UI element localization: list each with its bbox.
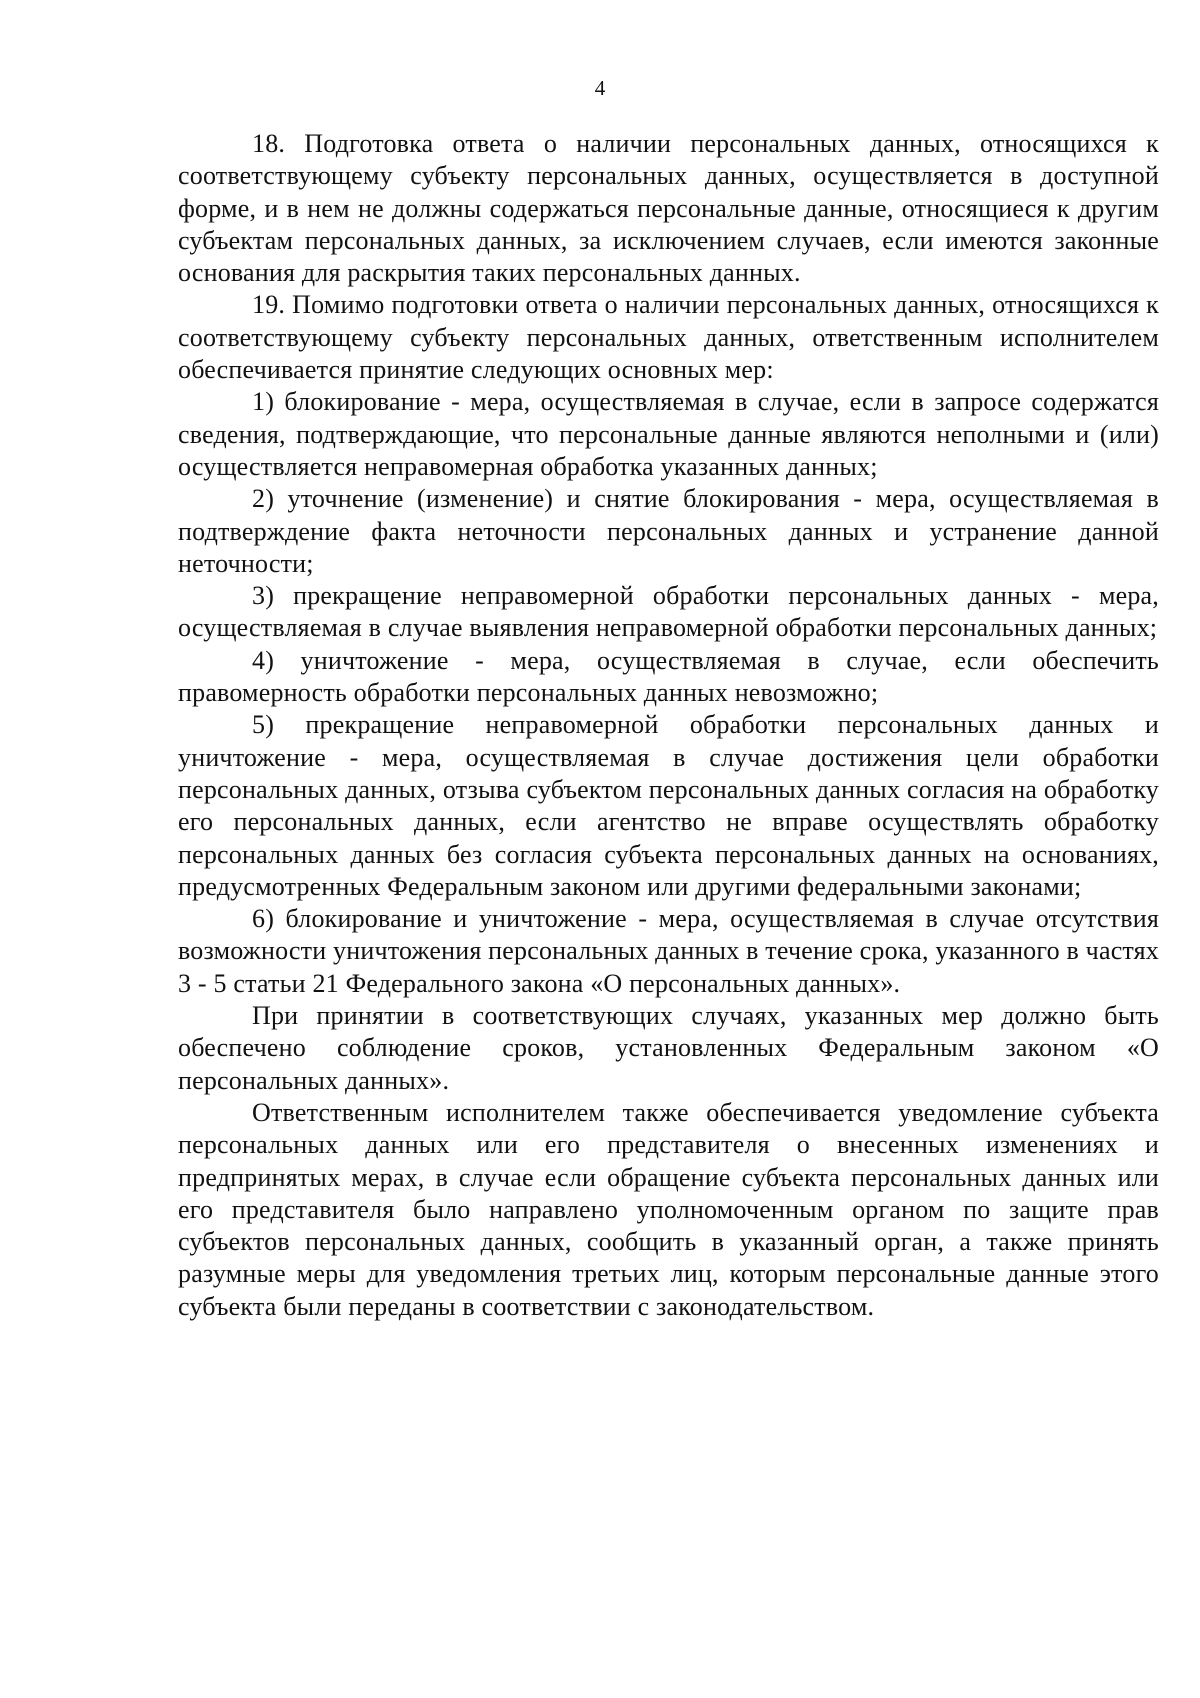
page-number: 4 <box>594 76 606 100</box>
paragraph-notification: Ответственным исполнителем также обеспечивается уведомление субъекта персональных данных или его представителя о внесенных изменениях и предпринятых мерах, в случае если обращение субъекта персональных данных или его представителя было направлено уполномоченным органом по защите прав субъектов персональных данных, сообщить в указанный орган, а также принять разумные меры для уведомления третьих лиц, которым персональные данные этого субъекта были переданы в соответствии с законодательством. <box>178 1097 1159 1321</box>
list-item-6: 6) блокирование и уничтожение - мера, осуществляемая в случае отсутствия возможности уничтожения персональных данных в течение срока, указанного в частях 3 - 5 статьи 21 Федерального закона «О персональных данных». <box>178 904 1160 998</box>
list-item-2: 2) уточнение (изменение) и снятие блокирования - мера, осуществляемая в подтверждение факта неточности персональных данных и устранение данной неточности; <box>178 484 1159 578</box>
paragraph-deadlines: При принятии в соответствующих случаях, указанных мер должно быть обеспечено соблюдение сроков, установленных Федеральным законом «О персональных данных». <box>178 1001 1159 1095</box>
list-item-5: 5) прекращение неправомерной обработки персональных данных и уничтожение - мера, осуществляемая в случае достижения цели обработки персональных данных, отзыва субъектом персональных данных согласия на обработку его персональных данных, если агентство не вправе осуществлять обработку персональных данных без согласия субъекта персональных данных на основаниях, предусмотренных Федеральным законом или другими федеральными законами; <box>178 710 1159 901</box>
document-body <box>178 128 1159 1323</box>
paragraph-19: 19. Помимо подготовки ответа о наличии персональных данных, относящихся к соответствующему субъекту персональных данных, ответственным исполнителем обеспечивается принятие следующих основных мер: <box>178 290 1159 385</box>
list-item-1: 1) блокирование - мера, осуществляемая в случае, если в запросе содержатся сведения, подтверждающие, что персональные данные являются неполными и (или) осуществляется неправомерная обработка указанных данных; <box>178 387 1159 481</box>
paragraph-18: 18. Подготовка ответа о наличии персональных данных, относящихся к соответствующему субъекту персональных данных, осуществляется в доступной форме, и в нем не должны содержаться персональные данные, относящиеся к другим субъектам персональных данных, за исключением случаев, если имеются законные основания для раскрытия таких персональных данных. <box>178 129 1159 288</box>
list-item-4: 4) уничтожение - мера, осуществляемая в случае, если обеспечить правомерность обработки персональных данных невозможно; <box>178 645 1159 708</box>
list-item-3: 3) прекращение неправомерной обработки персональных данных - мера, осуществляемая в случае выявления неправомерной обработки персональных данных; <box>178 581 1159 643</box>
